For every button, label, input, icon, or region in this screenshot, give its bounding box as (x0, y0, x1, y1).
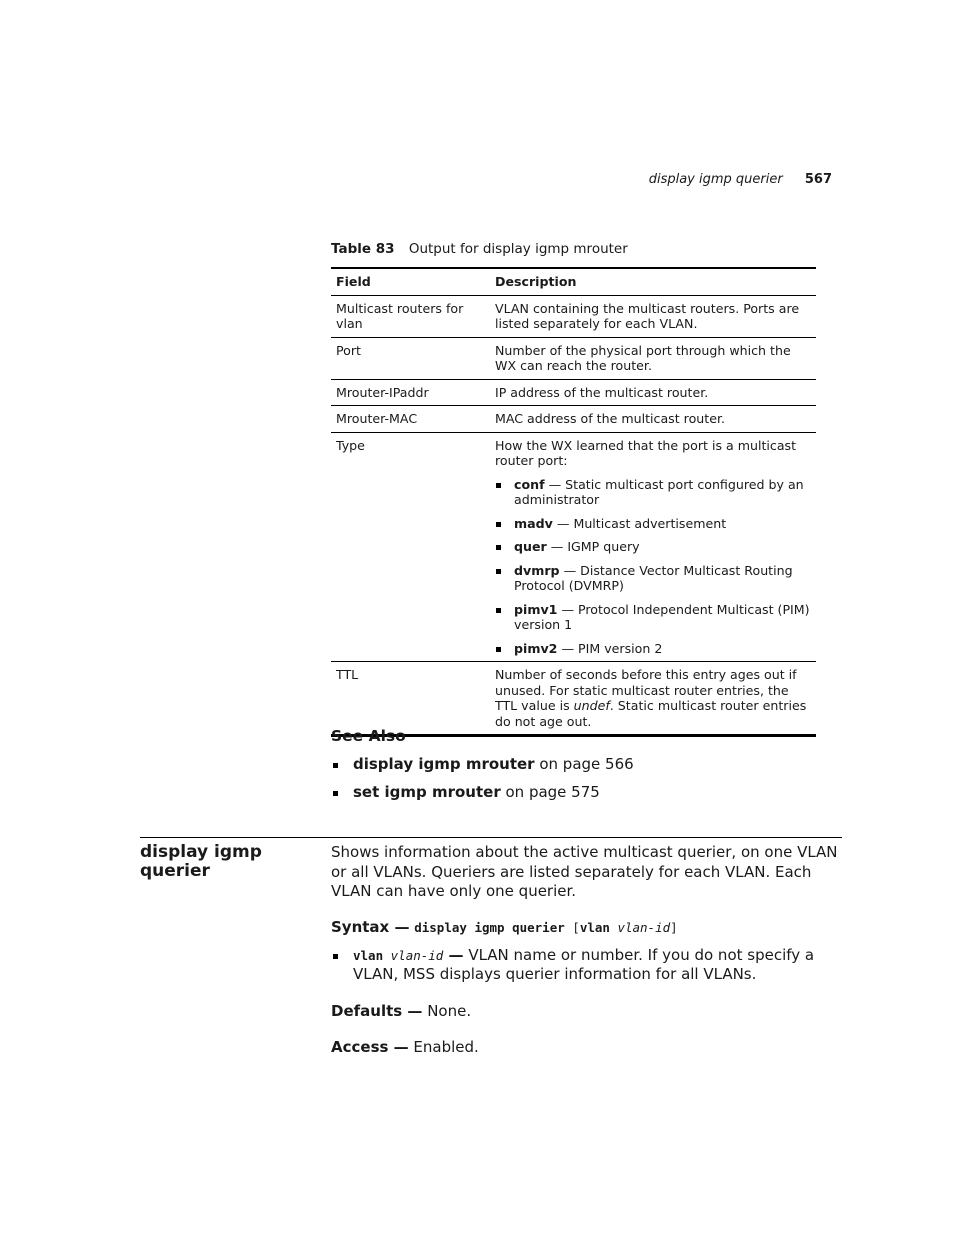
section-intro: Shows information about the active multicast querier, on one VLAN or all VLANs. Queriers are listed separately for each VLAN. Each VLAN can have only one querier. (331, 843, 838, 900)
type-value-list (495, 477, 812, 657)
table-row (331, 406, 816, 433)
syntax-command-name: display igmp querier (414, 920, 565, 935)
list-item (495, 641, 812, 657)
page-reference: on page 575 (500, 783, 600, 801)
ttl-text-end: . Static multicast router entries do not age out. (495, 698, 807, 729)
syntax-line (331, 918, 678, 936)
table-row (331, 295, 816, 337)
description-cell (490, 432, 816, 662)
syntax-bracket-close: ] (670, 920, 678, 935)
see-also-list (331, 755, 816, 811)
table-header-row (331, 268, 816, 295)
type-text: — Protocol Independent Multicast (PIM) version 1 (514, 601, 810, 632)
page-reference: on page 566 (534, 755, 634, 773)
type-term: pimv1 (514, 601, 558, 617)
table-row (331, 662, 816, 736)
type-text: — PIM version 2 (557, 640, 663, 656)
list-item (495, 477, 812, 508)
table-caption-label: Table 83 (331, 241, 395, 257)
running-header (649, 172, 832, 187)
parameter-syntax (353, 948, 443, 963)
field-cell: Multicast routers for vlan (336, 300, 464, 331)
list-item (495, 563, 812, 594)
parameter-list (331, 946, 831, 984)
field-cell: TTL (336, 667, 359, 682)
syntax-label: Syntax — (331, 918, 410, 936)
parameter-description: VLAN name or number. If you do not specify a VLAN, MSS displays querier information for all VLANs. (353, 946, 815, 983)
ttl-emphasis: undef (573, 698, 610, 713)
list-item (495, 539, 812, 555)
section-title: display igmp querier (140, 842, 262, 881)
type-description: How the WX learned that the port is a multicast router port: (495, 437, 797, 468)
field-cell: Port (336, 342, 361, 358)
syntax-variable: vlan-id (617, 920, 671, 935)
list-item (331, 946, 831, 984)
defaults-value: None. (422, 1002, 472, 1020)
table-caption (331, 241, 628, 257)
see-also-link[interactable]: set igmp mrouter (353, 783, 501, 801)
ttl-text: Number of seconds before this entry ages out if unused. For static multicast router entries, the TTL value is (495, 667, 797, 713)
type-text: — Distance Vector Multicast Routing Protocol (DVMRP) (514, 562, 793, 593)
output-table (331, 267, 816, 737)
syntax-keyword: vlan (579, 920, 610, 935)
page-number: 567 (804, 172, 832, 187)
type-text: — Static multicast port configured by an administrator (514, 476, 804, 507)
table-row (331, 379, 816, 406)
list-item (495, 516, 812, 532)
field-cell: Type (336, 437, 365, 453)
type-term: dvmrp (514, 562, 560, 578)
see-also-item[interactable] (331, 755, 816, 774)
table-row (331, 337, 816, 379)
defaults-line (331, 1002, 471, 1020)
description-cell: IP address of the multicast router. (495, 384, 709, 400)
table-row (331, 432, 816, 662)
defaults-label: Defaults — (331, 1002, 423, 1020)
type-text: — IGMP query (546, 539, 640, 554)
syntax-command (414, 920, 677, 935)
description-cell: MAC address of the multicast router. (495, 411, 725, 426)
description-cell (490, 662, 816, 736)
syntax-bracket-open: [ (564, 920, 580, 935)
section-divider (140, 837, 842, 838)
type-term: pimv2 (514, 640, 558, 656)
list-item (495, 602, 812, 633)
parameter-dash: — (443, 946, 464, 964)
description-cell: VLAN containing the multicast routers. Ports are listed separately for each VLAN. (495, 300, 800, 331)
see-also-heading: See Also (331, 727, 406, 745)
type-term: conf (514, 476, 545, 492)
parameter-variable: vlan-id (390, 948, 444, 963)
column-header-field: Field (336, 274, 371, 289)
access-label: Access — (331, 1038, 409, 1056)
access-line (331, 1038, 479, 1056)
column-header-description: Description (495, 274, 577, 289)
type-term: madv (514, 515, 553, 531)
table-caption-text: Output for display igmp mrouter (408, 241, 628, 257)
running-title: display igmp querier (648, 172, 783, 187)
see-also-link[interactable]: display igmp mrouter (353, 755, 535, 773)
type-term: quer (514, 539, 547, 554)
parameter-keyword: vlan (353, 948, 384, 963)
field-cell: Mrouter-IPaddr (336, 384, 429, 400)
field-cell: Mrouter-MAC (336, 411, 418, 426)
type-text: — Multicast advertisement (552, 515, 727, 531)
description-cell: Number of the physical port through which the WX can reach the router. (495, 342, 791, 373)
see-also-item[interactable] (331, 783, 816, 802)
access-value: Enabled. (408, 1038, 479, 1056)
